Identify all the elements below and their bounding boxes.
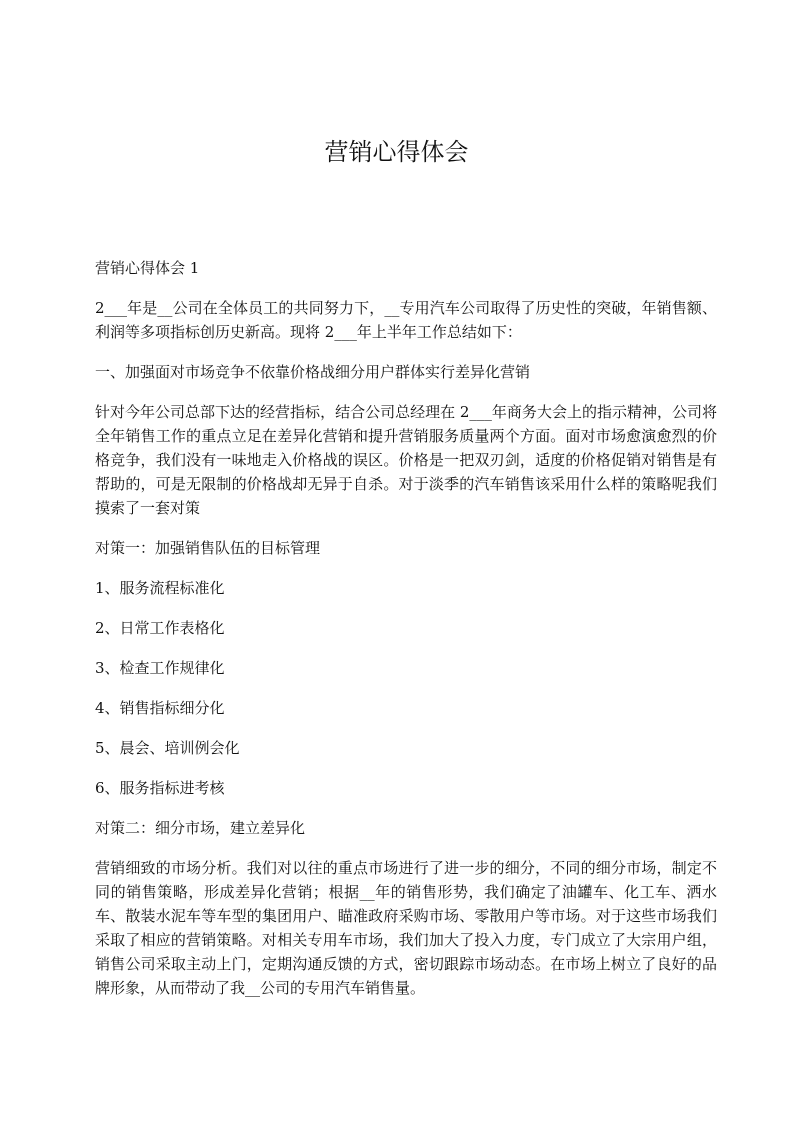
intro-paragraph: 2___年是__公司在全体员工的共同努力下，__专用汽车公司取得了历史性的突破，年销售额、利润等多项指标创历史新高。现将 2___年上半年工作总结如下： [95, 299, 717, 341]
paragraph-2: 营销细致的市场分析。我们对以往的重点市场进行了进一步的细分，不同的细分市场，制定不同的销售策略，形成差异化营销；根据__年的销售形势，我们确定了油罐车、化工车、洒水车、散装水泥车等车型的集团用户、瞄准政府采购市场、零散用户等市场。对于这些市场我们采取了相应的营销策略。对相关专用车市场，我们加大了投入力度，专门成立了大宗用户组，销售公司采取主动上门，定期沟通反馈的方式，密切跟踪市场动态。在市场上树立了良好的品牌形象，从而带动了我__公司的专用汽车销售量。 [95, 859, 717, 997]
list-item: 1、服务流程标准化 [95, 579, 225, 597]
strategy-2-heading: 对策二：细分市场，建立差异化 [95, 819, 306, 837]
document-title: 营销心得体会 [324, 138, 469, 166]
paragraph-1: 针对今年公司总部下达的经营指标，结合公司总经理在 2___年商务大会上的指示精神，公司将全年销售工作的重点立足在差异化营销和提升营销服务质量两个方面。面对市场愈演愈烈的价格竞争，我们没有一味地走入价格战的误区。价格是一把双刃剑，适度的价格促销对销售是有帮助的，可是无限制的价格战却无异于自杀。对于淡季的汽车销售该采用什么样的策略呢我们摸索了一套对策 [95, 403, 717, 517]
list-item: 3、检查工作规律化 [95, 659, 225, 677]
strategy-1-heading: 对策一：加强销售队伍的目标管理 [95, 539, 321, 557]
list-item: 2、日常工作表格化 [95, 619, 225, 637]
heading-1: 一、加强面对市场竞争不依靠价格战细分用户群体实行差异化营销 [95, 363, 531, 381]
document-body [95, 256, 717, 1000]
list-item: 5、晨会、培训例会化 [95, 739, 240, 757]
list-item: 4、销售指标细分化 [95, 699, 225, 717]
section-heading: 营销心得体会 1 [95, 259, 200, 277]
list-item: 6、服务指标进考核 [95, 779, 225, 797]
